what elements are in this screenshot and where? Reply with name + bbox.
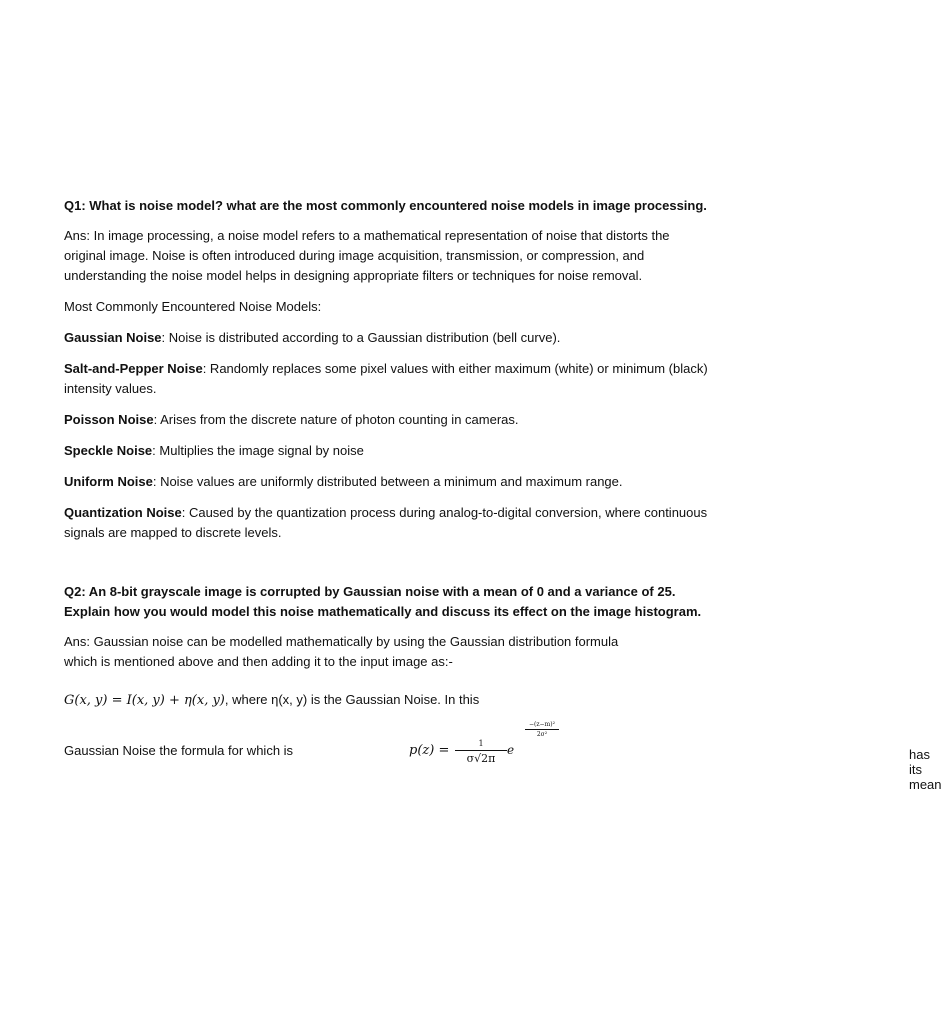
formula-tail-text: has its mean [909, 747, 942, 792]
fraction-bar [455, 750, 507, 751]
formula-denominator: σ√2π [466, 752, 496, 765]
noise-model-uniform [64, 472, 714, 492]
noise-model-name: Gaussian Noise [64, 330, 162, 345]
pdf-formula-row [64, 717, 942, 792]
exponent-bar [525, 729, 559, 730]
noise-model-name: Quantization Noise [64, 505, 182, 520]
formula-numerator: 1 [478, 739, 484, 748]
noise-equation: G(x, y) = I(x, y) + η(x, y) [64, 693, 225, 708]
noise-model-poisson [64, 410, 714, 430]
noise-model-salt-and-pepper [64, 359, 714, 399]
formula-exponential-base: e [507, 743, 515, 757]
document-page [64, 196, 942, 792]
q2-answer-line-2: which is mentioned above and then adding it to the input image as:- [64, 654, 453, 669]
noise-model-desc: : Noise values are uniformly distributed between a minimum and maximum range. [152, 474, 623, 489]
noise-model-desc: : Multiplies the image signal by noise [152, 443, 364, 458]
formula-lead-text: Gaussian Noise the formula for which is [64, 743, 294, 758]
noise-model-gaussian [64, 328, 714, 348]
formula-lhs: p(z) = [409, 743, 450, 758]
noise-model-quantization [64, 503, 714, 543]
noise-model-desc: : Noise is distributed according to a Gaussian distribution (bell curve). [161, 330, 561, 345]
noise-model-desc: : Arises from the discrete nature of photon counting in cameras. [153, 412, 519, 427]
exponent-numerator-text: (z−m)² [534, 721, 555, 728]
exponent-denominator: 2σ² [536, 731, 548, 738]
noise-model-name: Salt-and-Pepper Noise [64, 361, 203, 376]
noise-model-desc: : Caused by the quantization process during analog-to-digital conversion, where continuous signals are mapped to discrete levels. [64, 505, 708, 540]
exponent-sign: − [529, 721, 535, 728]
q1-answer: Ans: In image processing, a noise model refers to a mathematical representation of noise that distorts the original image. Noise is often introduced during image acquisition, transmission, or compression, and understanding the noise model helps in designing appropriate filters or techniques for noise removal. [64, 228, 670, 283]
noise-models-intro: Most Commonly Encountered Noise Models: [64, 299, 322, 314]
exponent-numerator [525, 721, 559, 728]
noise-equation-tail: , where η(x, y) is the Gaussian Noise. In this [224, 692, 480, 707]
noise-model-name: Poisson Noise [64, 412, 154, 427]
q1-question: Q1: What is noise model? what are the most commonly encountered noise models in image processing. [64, 198, 707, 213]
q2-question: Q2: An 8-bit grayscale image is corrupted by Gaussian noise with a mean of 0 and a variance of 25. Explain how you would model this noise mathematically and discuss its effect on the image histogram. [64, 584, 702, 619]
noise-model-desc: : Randomly replaces some pixel values with either maximum (white) or minimum (black) intensity values. [64, 361, 708, 396]
formula-fraction [455, 739, 507, 765]
noise-model-name: Uniform Noise [64, 474, 153, 489]
formula-exponent [525, 721, 559, 738]
gaussian-pdf-formula [409, 717, 942, 792]
noise-model-speckle [64, 441, 714, 461]
q2-answer-line-1: Ans: Gaussian noise can be modelled mathematically by using the Gaussian distribution formula [64, 634, 619, 649]
noise-model-name: Speckle Noise [64, 443, 153, 458]
noise-equation-line [64, 690, 714, 711]
section-spacer [64, 554, 714, 582]
